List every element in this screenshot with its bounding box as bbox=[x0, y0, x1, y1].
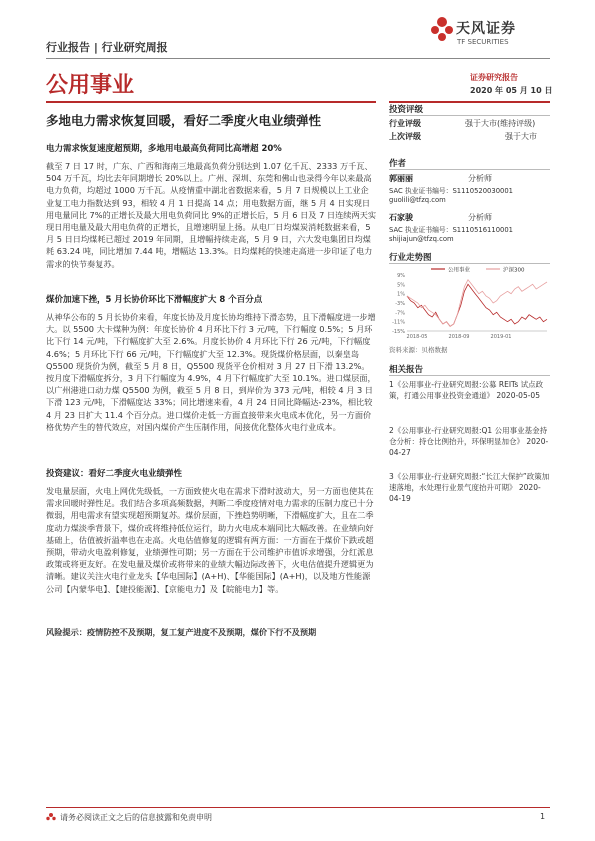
y-tick-label: 9% bbox=[397, 273, 405, 279]
author-divider bbox=[389, 169, 550, 170]
header-divider bbox=[46, 58, 550, 59]
y-tick-label: -11% bbox=[392, 319, 405, 326]
y-tick-label: -3% bbox=[395, 301, 405, 307]
paragraph-2: 从神华公布的 5 月长协价来看，年度长协及月度长协均维持下滑态势，且下滑幅度进一步增大。以 5500 大卡煤种为例：年度长协价 4 月环比下行 3 元/吨，下行幅度 0.5%；5 月环比下行 14 元/吨，下行幅度扩大至 2.6%。月度长协价 4 月环比下行 26 元/吨，下行幅度 4.6%；5 月环比下行 66 元/吨，下行幅度扩大至 12.3%。现货煤价格层面，以秦皇岛 Q5500 现货价为例，截至 5 月 8 日，Q5500 现货平仓价相对 3 月 27 日下滑 13.2%。按月度下滑幅度拆分，3 月下行幅度为 4.9%，4 月下行幅度扩大至 10.1%。进口煤层面，以广州港进口动力煤 Q5500 为例，截至 5 月 8 日，到岸价为 373 元/吨，相较 4 月 3 日下滑 123 元/吨，下滑幅度达 33%；同比增速来看，4 月 24 日同比降幅达-23%，相比较 4 月 23 日扩大 11.4 个百分点。进口煤价走低一方面直接带来火电成本优化，另一方面价格优势产生的替代效应，对国内煤价产生压制作用，间接优化整体火电行业成本。 bbox=[46, 312, 376, 432]
author-role: 分析师 bbox=[468, 213, 492, 222]
report-type: 证券研究报告 bbox=[470, 73, 518, 82]
series-line bbox=[407, 284, 547, 326]
report-date: 2020 年 05 月 10 日 bbox=[470, 86, 553, 95]
related-reports-header: 相关报告 bbox=[389, 365, 424, 375]
report-headline: 多地电力需求恢复回暖，看好二季度火电业绩弹性 bbox=[46, 113, 322, 128]
section-heading-3: 投资建议：看好二季度火电业绩弹性 bbox=[46, 469, 183, 479]
author-email[interactable]: shijiajun@tfzq.com bbox=[389, 235, 454, 243]
rating-divider bbox=[389, 115, 550, 116]
author-email[interactable]: guolili@tfzq.com bbox=[389, 196, 446, 204]
trend-chart bbox=[389, 265, 550, 343]
prev-rating-value: 强于大市 bbox=[505, 132, 537, 141]
section-heading-2: 煤价加速下挫，5 月长协价环比下滑幅度扩大 8 个百分点 bbox=[46, 295, 263, 305]
y-tick-label: 1% bbox=[397, 291, 405, 298]
page-number: 1 bbox=[540, 812, 546, 821]
tf-securities-logo bbox=[430, 16, 550, 56]
industry-rating-value: 强于大市(维持评级) bbox=[465, 119, 536, 128]
logo-mini-icon bbox=[46, 812, 56, 822]
section-heading-1: 电力需求恢复速度超预期，多地用电最高负荷同比高增超 20% bbox=[46, 144, 282, 154]
report-category: 行业报告 | 行业研究周报 bbox=[46, 41, 168, 54]
title-rule bbox=[46, 101, 376, 103]
related-report-item[interactable]: 1《公用事业-行业研究周报:公募 REITs 试点政策，打通公用事业投资金通道》 2020-05-05 bbox=[389, 380, 544, 400]
paragraph-1: 截至 7 日 17 时，广东、广西和海南三地最高负荷分别达到 1.07 亿千瓦、2333 万千瓦、504 万千瓦，均比去年同期增长 20%以上。广州、深圳、东莞和佛山也录得今年以来最高电力负荷，均超过 1000 万千瓦。从疫情重中湖北省数据来看，5 月 7 日规模以上工业企业复工电力指数达到 93，相较 4 月 1 日提高 14 点；用电数据方面，继 5 月 4 日实现日用电量同比 7%的正增长及最大用电负荷同比 9%的正增长后，5 月 6 日及 7 日连续两天实现日用电量及最大用电负荷的正增长，且增速明显上扬。从电厂日均煤炭消耗数据来看，5 月 5 日日均煤耗已超过 2019 年同期，且增幅持续走高，5 月 9 日，六大发电集团日均煤耗 63.24 吨，同比增加 7.44 吨，增幅达 13.3%。日均煤耗的快速走高进一步印证了电力需求的快节奏复苏。 bbox=[46, 161, 377, 269]
y-tick-label: 5% bbox=[397, 282, 405, 289]
chart-source: 资料来源：贝格数据 bbox=[389, 346, 448, 354]
sector-title: 公用事业 bbox=[46, 73, 135, 98]
risk-warning: 风险提示：疫情防控不及预期，复工复产进度不及预期，煤价下行不及预期 bbox=[46, 627, 317, 637]
author-role: 分析师 bbox=[468, 174, 492, 183]
author-sac: SAC 执业证书编号：S1110516110001 bbox=[389, 226, 513, 234]
related-report-item[interactable]: 2《公用事业-行业研究周报:Q1 公用事业基金持仓分析：持仓比例抬升，环保明显加仓》 2020-04-27 bbox=[389, 426, 549, 457]
prev-rating-label: 上次评级 bbox=[389, 132, 421, 141]
author-header: 作者 bbox=[389, 159, 407, 169]
author-name: 石家骏 bbox=[389, 213, 413, 222]
x-tick-label: 2019-01 bbox=[490, 334, 512, 340]
logo-text-en: TF SECURITIES bbox=[457, 38, 509, 46]
x-tick-label: 2018-09 bbox=[448, 334, 470, 340]
y-tick-label: -7% bbox=[395, 310, 405, 317]
rating-header: 投资评级 bbox=[389, 105, 424, 115]
trend-divider bbox=[389, 263, 550, 264]
paragraph-3: 发电量层面，火电上网优先级低，一方面致使火电在需求下滑时波动大，另一方面也使其在需求回暖时弹性足。我们结合多项高频数据，判断二季度疫情对电力需求的压制力度已十分微弱，用电需求有望实现超预期复苏。煤价层面，下挫趋势明晰，下滑幅度扩大，且在二季度动力煤淡季背景下，煤价或将维持低位运行，助力火电成本端同比大幅改善。在业绩向好基础上，估值被折溢率也在走高。火电估值修复的逻辑有两方面：一方面在于煤价下跌或超预期，带动火电盈利修复，业绩弹性可期；另一方面在于公司维护市值诉求增强，分红派息政策或将更友好。在发电量及煤价或将带来的业绩大幅边际改善下，火电估值提升逻辑更为清晰。建议关注火电行业龙头【华电国际】(A+H)、【华能国际】(A+H)，以及地方性能源公司【内蒙华电】、【建投能源】、【京能电力】及【皖能电力】等。 bbox=[46, 486, 374, 594]
trend-chart-header: 行业走势图 bbox=[389, 253, 432, 263]
author-sac: SAC 执业证书编号：S1110520030001 bbox=[389, 187, 513, 195]
related-divider bbox=[389, 375, 550, 376]
related-report-item[interactable]: 3《公用事业-行业研究周报:“长江大保护”政策加速落地，水处理行业景气度抬升可期》 2020-04-19 bbox=[389, 472, 550, 503]
footer-disclaimer: 请务必阅读正文之后的信息披露和免责申明 bbox=[60, 813, 212, 822]
legend-label: 沪深300 bbox=[503, 267, 525, 274]
tf-logo-icon bbox=[430, 16, 454, 44]
y-tick-label: -15% bbox=[392, 329, 405, 335]
footer-divider bbox=[46, 807, 550, 808]
x-tick-label: 2018-05 bbox=[406, 334, 428, 340]
author-name: 郭丽丽 bbox=[389, 174, 413, 183]
industry-rating-label: 行业评级 bbox=[389, 119, 421, 128]
logo-text-cn: 天风证券 bbox=[456, 21, 516, 37]
legend-label: 公用事业 bbox=[448, 267, 471, 274]
